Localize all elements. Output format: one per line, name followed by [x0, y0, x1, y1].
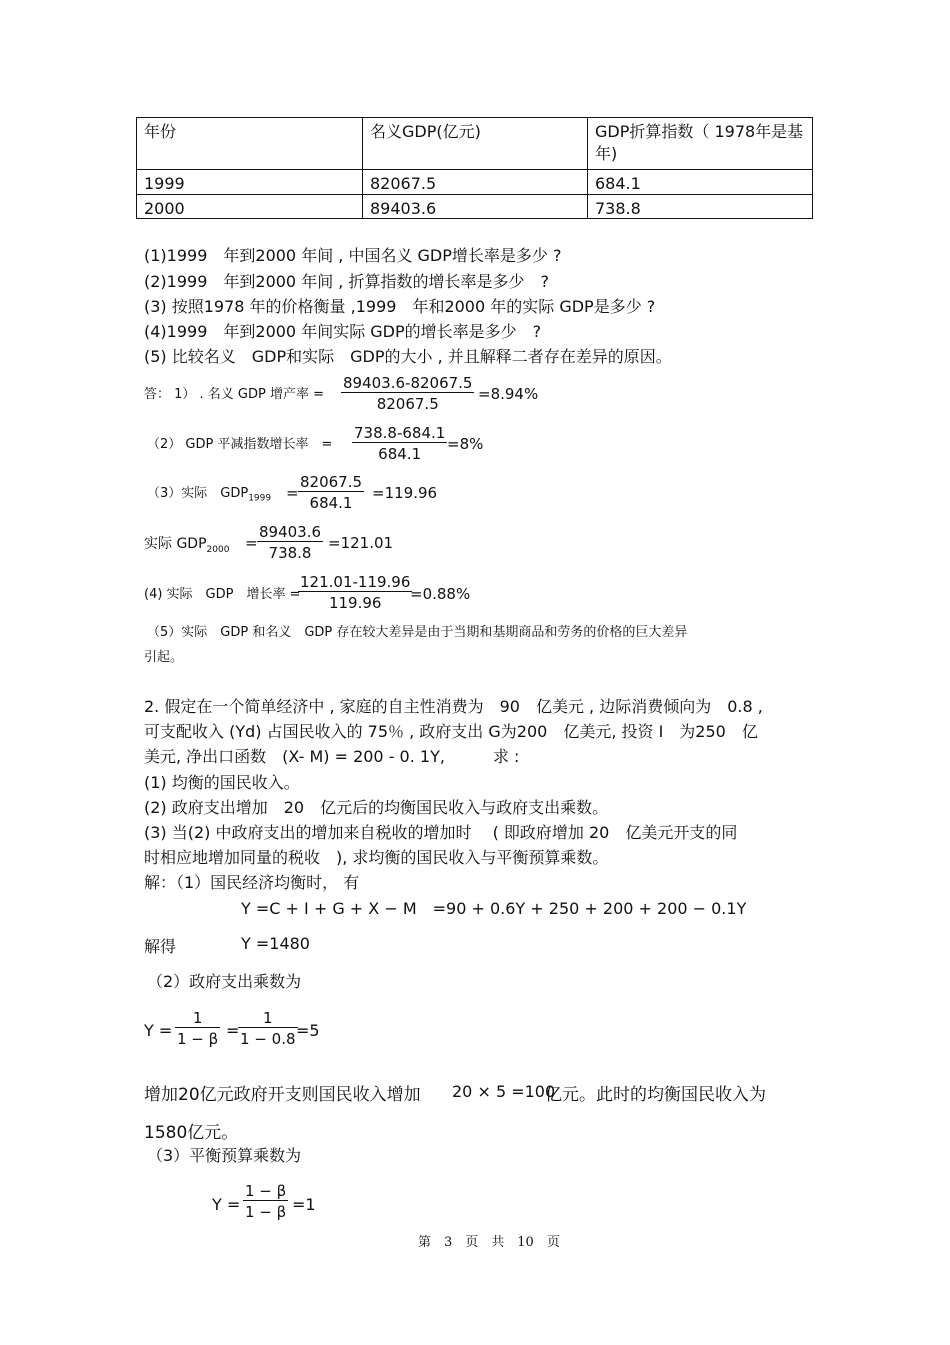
solution-label: 解得 [144, 937, 177, 956]
answer-result: =0.88% [410, 585, 471, 603]
fraction [298, 573, 412, 612]
question-line: (1) 均衡的国民收入。 [144, 773, 300, 792]
table-cell: 738.8 [587, 194, 813, 219]
fraction [175, 1009, 220, 1048]
fraction [298, 473, 364, 512]
question-line: 美元, 净出口函数 (X- M) = 200 - 0. 1Y, 求 : [144, 747, 520, 766]
fraction [341, 374, 474, 413]
answer-result: =121.01 [328, 534, 394, 552]
denominator: 119.96 [298, 591, 412, 612]
answer-label: (4) 实际 GDP 增长率 = [144, 587, 301, 602]
solution-label: 解：（1）国民经济均衡时， 有 [144, 873, 360, 892]
answer-label: 答： 1） . 名义 GDP 增产率 = [144, 387, 325, 402]
equation: Y =1480 [241, 934, 310, 953]
answer-text: （5）实际 GDP 和名义 GDP 存在较大差异是由于当期和基期商品和劳务的价格的巨大差异 [147, 625, 688, 640]
solution-label: （3）平衡预算乘数为 [147, 1146, 302, 1165]
table-header-cell: GDP折算指数（ 1978年是基年) [587, 117, 813, 170]
question-item: (2)1999 年到2000 年间 , 折算指数的增长率是多少 ? [144, 272, 549, 291]
answer-label: （2） GDP 平减指数增长率 = [147, 437, 333, 452]
equation-lhs: Y = [212, 1195, 241, 1214]
denominator: 738.8 [257, 541, 323, 562]
numerator: 1 [262, 1009, 273, 1027]
solution-text: 亿元。此时的均衡国民收入为 [545, 1085, 766, 1105]
question-line: 2. 假定在一个简单经济中 , 家庭的自主性消费为 90 亿美元 , 边际消费倾向为 0.8 , [144, 697, 763, 716]
answer-result: =8% [447, 435, 484, 453]
table-header-cell: 年份 [136, 117, 363, 170]
question-item: (1)1999 年到2000 年间 , 中国名义 GDP增长率是多少 ? [144, 246, 562, 265]
question-item: (5) 比较名义 GDP和实际 GDP的大小 , 并且解释二者存在差异的原因。 [144, 347, 672, 366]
question-item: (3) 按照1978 年的价格衡量 ,1999 年和2000 年的实际 GDP是多少 ? [144, 297, 656, 316]
numerator: 89403.6 [259, 523, 322, 541]
gdp-table [136, 117, 813, 219]
answer-result: =5 [296, 1021, 320, 1040]
numerator: 1 [192, 1009, 203, 1027]
solution-label: （2）政府支出乘数为 [147, 972, 302, 991]
answer-label: 实际 $GDP_{2000}$ [144, 536, 230, 555]
table-cell: 1999 [136, 169, 363, 195]
denominator: 1 − 0.8 [238, 1027, 298, 1048]
table-cell: 684.1 [587, 169, 813, 195]
fraction [243, 1182, 288, 1221]
table-cell: 2000 [136, 194, 363, 219]
denominator: 1 − β [243, 1200, 288, 1221]
numerator: 89403.6-82067.5 [343, 374, 473, 392]
question-line: (2) 政府支出增加 20 亿元后的均衡国民收入与政府支出乘数。 [144, 798, 609, 817]
denominator: 684.1 [298, 491, 364, 512]
inline-calc: 20 × 5 =100 [452, 1082, 556, 1101]
denominator: 1 − β [175, 1027, 220, 1048]
equation-lhs: Y = [144, 1021, 173, 1040]
numerator: 1 − β [245, 1182, 287, 1200]
question-line: (3) 当(2) 中政府支出的增加来自税收的增加时 ( 即政府增加 20 亿美元开支的同 [144, 823, 738, 842]
question-line: 时相应地增加同量的税收 ), 求均衡的国民收入与平衡预算乘数。 [144, 848, 609, 867]
answer-label: （3）实际 $GDP_{1999}$ [147, 486, 272, 504]
answer-text: 引起。 [144, 650, 184, 665]
question-item: (4)1999 年到2000 年间实际 GDP的增长率是多少 ? [144, 322, 542, 341]
fraction [352, 424, 447, 463]
denominator: 684.1 [352, 442, 447, 463]
table-header-cell: 名义GDP(亿元) [362, 117, 588, 170]
equation: Y =C + I + G + X − M =90 + 0.6Y + 250 + 200 + 200 − 0.1Y [241, 899, 747, 918]
solution-text: 1580亿元。 [144, 1123, 239, 1143]
answer-result: =1 [292, 1195, 316, 1214]
answer-result: =8.94% [478, 385, 539, 403]
page-number: 第 3 页 共 10 页 [418, 1235, 560, 1250]
denominator: 82067.5 [341, 392, 474, 413]
answer-result: =119.96 [372, 484, 438, 502]
question-line: 可支配收入 (Yd) 占国民收入的 75％ , 政府支出 G为200 亿美元, 投资 I 为250 亿 [144, 722, 758, 741]
solution-text: 增加20亿元政府开支则国民收入增加 [144, 1085, 421, 1105]
table-cell: 89403.6 [362, 194, 588, 219]
equals-sign: = [286, 484, 299, 502]
fraction [257, 523, 323, 562]
equals-sign: = [245, 534, 258, 552]
numerator: 738.8-684.1 [354, 424, 446, 442]
numerator: 121.01-119.96 [300, 573, 411, 591]
numerator: 82067.5 [300, 473, 363, 491]
equals-sign: = [226, 1021, 240, 1040]
fraction [238, 1009, 298, 1048]
table-cell: 82067.5 [362, 169, 588, 195]
